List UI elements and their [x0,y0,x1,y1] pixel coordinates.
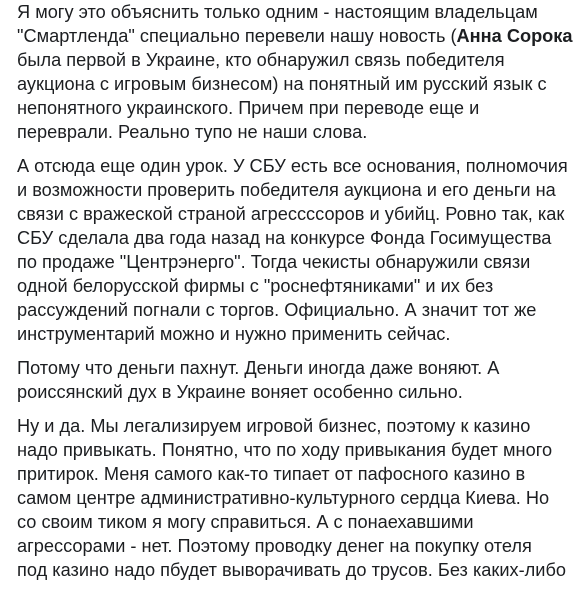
text-line: роиссянский дух в Украине воняет особенно сильно. [17,382,463,402]
text-line: аукциона с игровым бизнесом) на понятный им русский язык с [17,74,547,94]
text-line: рассуждений погнали с торгов. Официально. А значит тот же [17,300,537,320]
text-line: притирок. Меня самого как-то типает от пафосного казино в [17,464,526,484]
paragraph-1 [17,0,573,144]
text-line: и возможности проверить победителя аукциона и его деньги на [17,180,556,200]
text-line: по продаже "Центрэнерго". Тогда чекисты обнаружили связи [17,252,531,272]
text-line: под казино надо пбудет выворачивать до трусов. Без каких-либо [17,560,566,580]
paragraph-3 [17,356,565,404]
text-line: самом центре административно-культурного сердца Киева. Но [17,488,550,508]
text-line: агрессорами - нет. Поэтому проводку денег на покупку отеля [17,536,532,556]
text-line: А отсюда еще один урок. У СБУ есть все основания, полномочия [17,156,568,176]
text-line: связи с вражеской страной агрессссоров и убийц. Ровно так, как [17,204,565,224]
text-line: непонятного украинского. Причем при переводе еще и [17,98,480,118]
text-line: была первой в Украине, кто обнаружил связь победителя [17,50,505,70]
text-line: Ну и да. Мы легализируем игровой бизнес, поэтому к казино [17,416,531,436]
text-line: надо привыкать. Понятно, что по ходу привыкания будет много [17,440,553,460]
text-line: одной белорусской фирмы с "роснефтяниками" и их без [17,276,494,296]
text-line: Я могу это объяснить только одним - настоящим владельцам [17,2,538,22]
paragraph-4 [17,414,565,582]
text-line: инструментарий можно и нужно применить сейчас. [17,324,451,344]
text-line: переврали. Реально тупо не наши слова. [17,122,368,142]
text-line: Потому что деньги пахнут. Деньги иногда даже воняют. А [17,358,500,378]
post-text [17,0,573,592]
paragraph-2 [17,154,568,346]
text-segment: "Смартленда" специально перевели нашу новость ( [17,26,457,46]
text-line: СБУ сделала два года назад на конкурсе Фонда Госимущества [17,228,552,248]
text-line [17,24,573,48]
text-line: со своим тиком я могу справиться. А с понаехавшими [17,512,474,532]
mention-link[interactable]: Анна Сорока [456,26,573,46]
